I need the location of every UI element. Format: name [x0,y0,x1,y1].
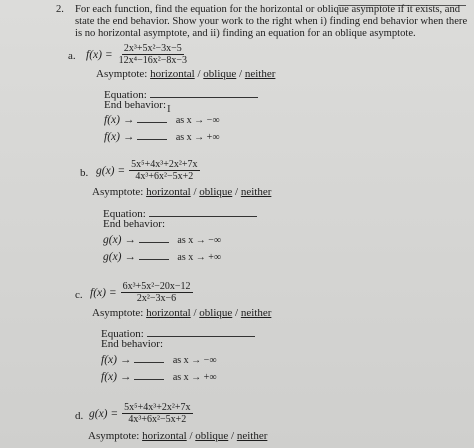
equation-label: Equation: [103,208,146,220]
rational-expression [129,159,199,182]
option-horizontal[interactable]: horizontal [150,68,195,80]
equation-blank[interactable] [150,97,258,98]
behavior-rhs: as x → −∞ [175,115,220,126]
behavior-lhs: g(x) → [103,234,136,246]
part-b-function [96,159,200,182]
instruction-line-1: For each function, find the equation for the horizontal or oblique asymptote if it exists, and [75,4,461,15]
part-a-label: a. [68,50,76,62]
part-d-function [89,402,193,425]
option-neither[interactable]: neither [244,68,276,80]
rational-expression [121,281,193,304]
behavior-blank[interactable] [137,139,167,140]
asymptote-label: Asymptote: [96,68,148,80]
numerator: 5x⁵+4x³+2x²+7x [124,402,191,413]
separator: / [193,186,197,198]
behavior-lhs: f(x) → [101,354,132,366]
behavior-blank[interactable] [139,259,169,260]
separator: / [197,68,201,80]
rational-expression [122,402,192,425]
numerator: 6x³+5x²−20x−12 [122,281,191,292]
part-a-asymptote-line [96,68,275,80]
part-c-label: c. [75,289,83,301]
behavior-blank[interactable] [134,379,164,380]
behavior-lhs: f(x) → [104,131,135,143]
behavior-rhs: as x → +∞ [177,252,221,263]
function-name: g(x) = [89,408,119,421]
denominator: 4x³+6x²−5x+2 [128,414,187,425]
part-a-end-behavior-label: End behavior: [104,99,167,111]
separator: / [189,430,193,442]
numerator: 5x⁵+4x³+2x²+7x [131,159,198,170]
part-b-asymptote-line [92,186,271,198]
behavior-rhs: as x → −∞ [177,235,221,246]
separator: / [235,186,239,198]
behavior-lhs: g(x) → [103,251,136,263]
denominator: 12x⁴−16x²−8x−3 [118,55,187,66]
behavior-rhs: as x → +∞ [172,372,217,383]
asymptote-label: Asymptote: [92,186,144,198]
part-a-left-behavior [104,114,219,126]
denominator: 2x²−3x−6 [136,293,177,304]
asymptote-label: Asymptote: [88,430,140,442]
behavior-rhs: as x → −∞ [172,355,217,366]
behavior-lhs: f(x) → [104,114,135,126]
rational-expression [117,43,189,66]
option-oblique[interactable]: oblique [195,430,229,442]
function-name: f(x) = [86,49,113,62]
option-horizontal[interactable]: horizontal [146,307,191,319]
part-c-end-behavior-label: End behavior: [101,338,164,350]
behavior-blank[interactable] [134,362,164,363]
part-c-function [90,281,193,304]
part-b-left-behavior [103,234,221,246]
part-d-asymptote-line [88,430,267,442]
option-neither[interactable]: neither [240,307,272,319]
part-b-end-behavior-label: End behavior: [103,218,166,230]
separator: / [239,68,243,80]
option-neither[interactable]: neither [240,186,272,198]
part-a-function [86,43,189,66]
behavior-lhs: f(x) → [101,371,132,383]
option-neither[interactable]: neither [236,430,268,442]
instruction-line-2: state the end behavior. Show your work to the right when i) finding end behavior when there [75,16,468,27]
option-horizontal[interactable]: horizontal [146,186,191,198]
numerator: 2x³+5x²−3x−5 [123,43,182,54]
behavior-blank[interactable] [139,242,169,243]
equation-blank[interactable] [149,216,257,217]
option-oblique[interactable]: oblique [203,68,237,80]
part-d-label: d. [75,410,84,422]
part-c-asymptote-line [92,307,271,319]
option-oblique[interactable]: oblique [199,307,233,319]
separator: / [193,307,197,319]
option-horizontal[interactable]: horizontal [142,430,187,442]
part-a-right-behavior [104,131,219,143]
part-c-right-behavior [101,371,216,383]
asymptote-label: Asymptote: [92,307,144,319]
equation-blank[interactable] [147,336,255,337]
part-c-left-behavior [101,354,216,366]
behavior-blank[interactable] [137,122,167,123]
part-b-label: b. [80,167,89,179]
text-cursor-icon: I [167,103,171,115]
behavior-rhs: as x → +∞ [175,132,220,143]
problem-number: 2. [56,4,64,15]
option-oblique[interactable]: oblique [199,186,233,198]
denominator: 4x³+6x²−5x+2 [135,171,194,182]
equation-label: Equation: [104,89,147,101]
part-b-right-behavior [103,251,221,263]
separator: / [231,430,235,442]
function-name: f(x) = [90,287,117,300]
separator: / [235,307,239,319]
instruction-line-3: is no horizontal asymptote, and ii) finding an equation for an oblique asymptote. [75,28,416,39]
function-name: g(x) = [96,165,126,178]
equation-label: Equation: [101,328,144,340]
